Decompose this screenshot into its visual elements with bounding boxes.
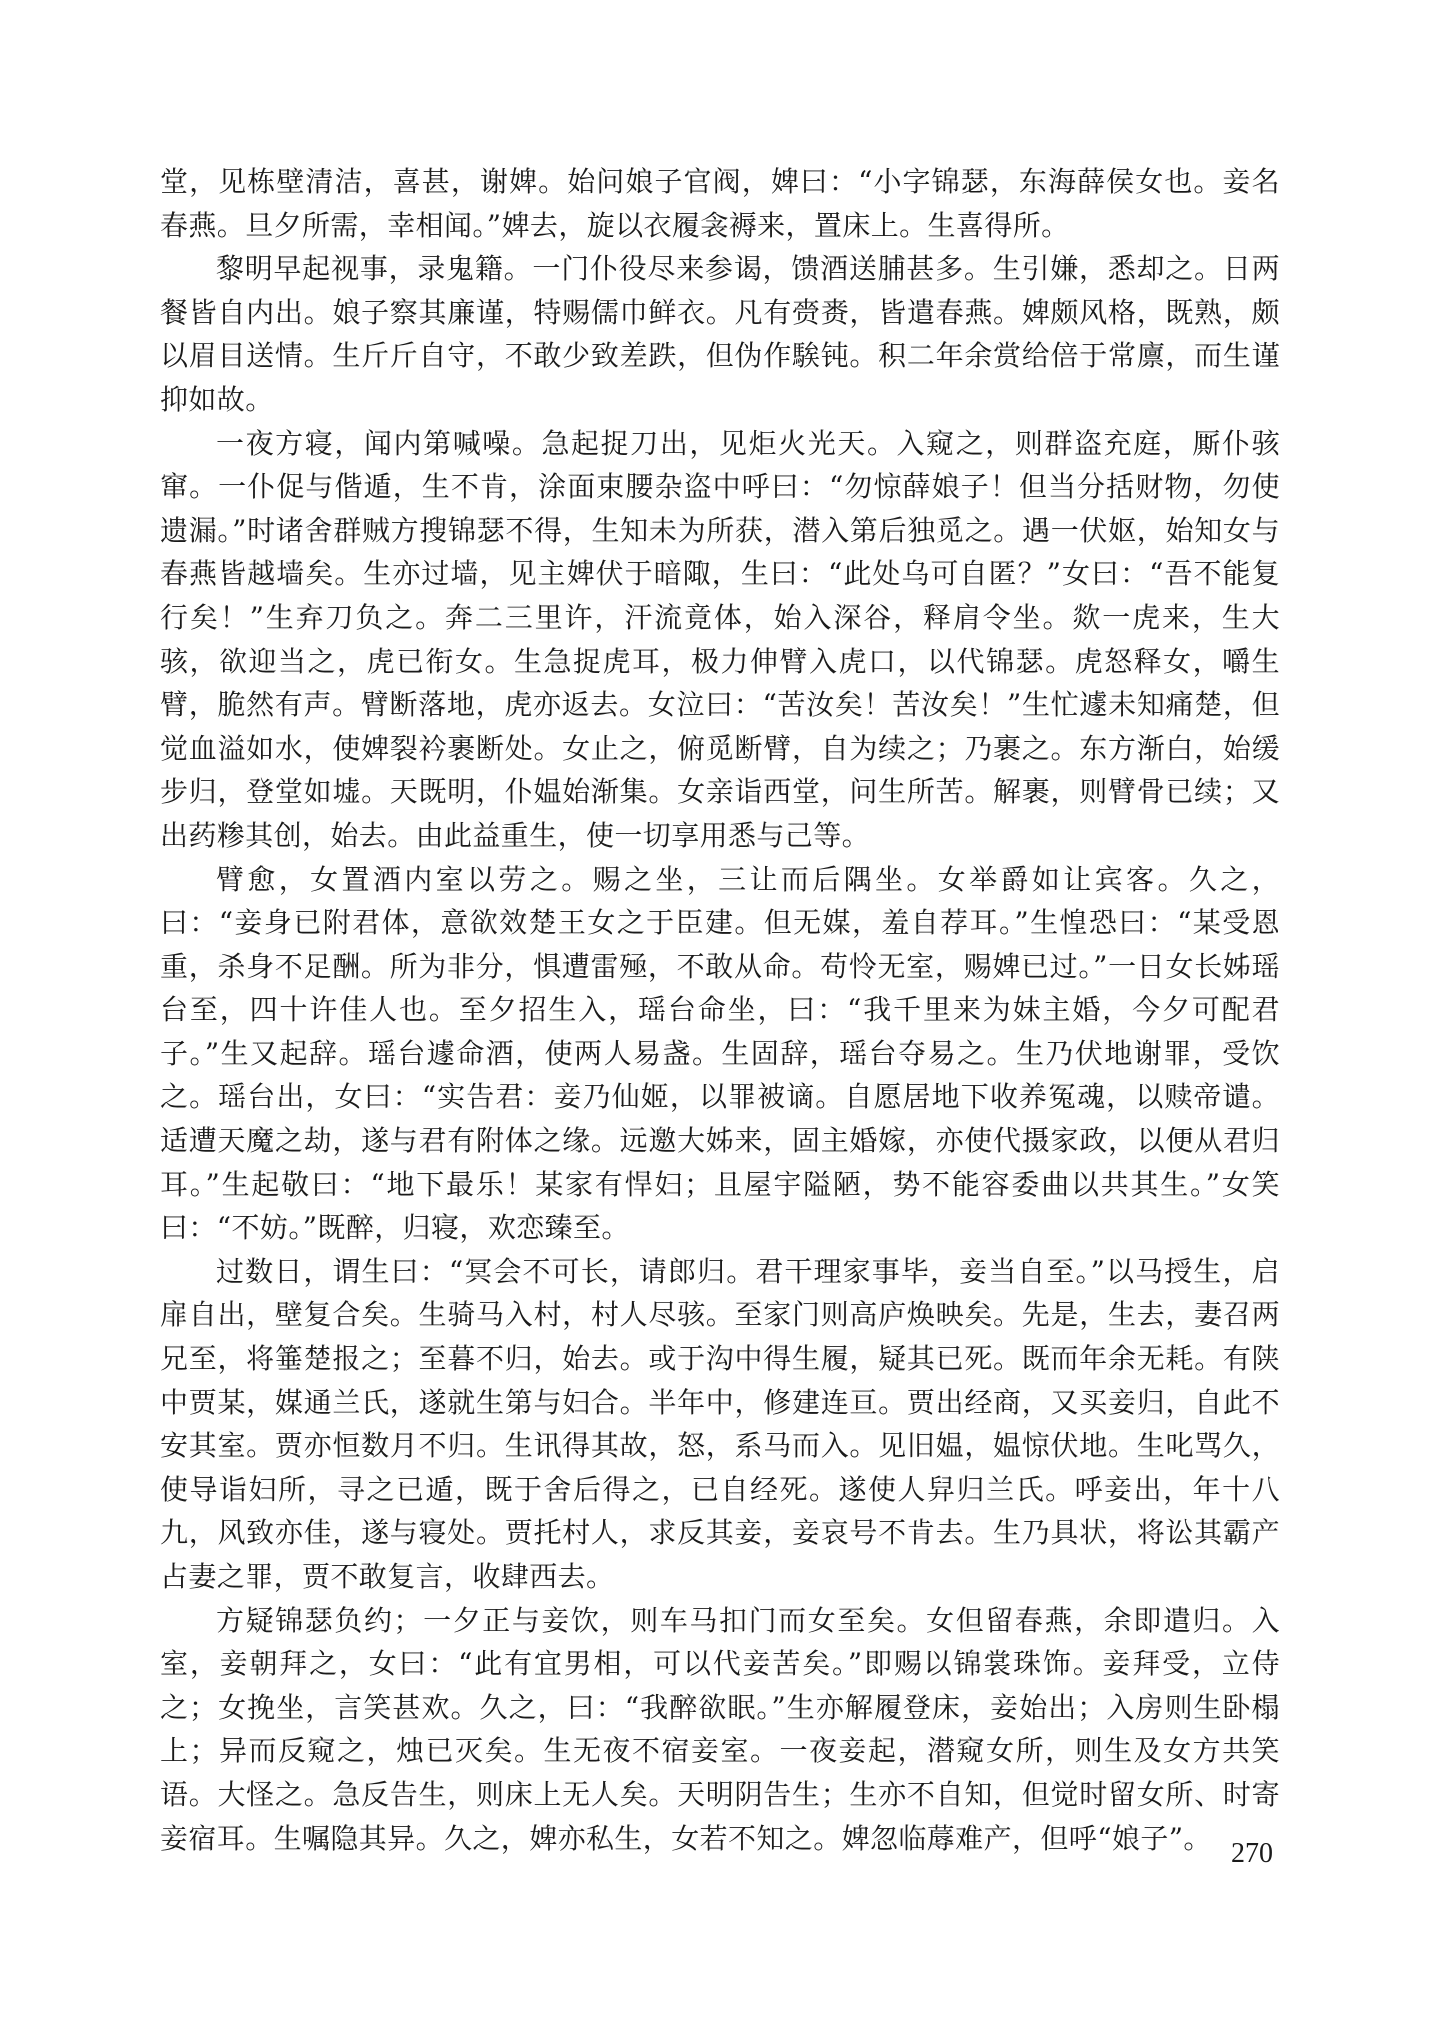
paragraph-marriage: 臂愈，女置酒内室以劳之。赐之坐，三让而后隅坐。女举爵如让宾客。久之，曰：“妾身已附君体，意欲效楚王女之于臣建。但无媒，羞自荐耳。”生惶恐曰：“某受恩重，杀身不足酬。所为非分，惧遭雷殛，不敢从命。苟怜无室，赐婢已过。”一日女长姊瑶台至，四十许佳人也。至夕招生入，瑶台命坐，曰：“我千里来为妹主婚，今夕可配君子。”生又起辞。瑶台遽命酒，使两人易盏。生固辞，瑶台夺易之。生乃伏地谢罪，受饮之。瑶台出，女曰：“实告君：妾乃仙姬，以罪被谪。自愿居地下收养冤魂，以赎帝谴。适遭天魔之劫，遂与君有附体之缘。远邀大姊来，固主婚嫁，亦使代摄家政，以便从君归耳。”生起敬曰：“地下最乐！某家有悍妇；且屋宇隘陋，势不能容委曲以共其生。”女笑曰：“不妨。”既醉，归寝，欢恋臻至。 bbox=[160, 862, 1280, 1245]
page-number: 270 bbox=[1231, 1838, 1273, 1869]
paragraph-continued: 堂，见栋壁清洁，喜甚，谢婢。始问娘子官阀，婢曰：“小字锦瑟，东海薛侯女也。妾名春燕。旦夕所需，幸相闻。”婢去，旋以衣履衾褥来，置床上。生喜得所。 bbox=[160, 165, 1280, 242]
body-text bbox=[160, 160, 1280, 1860]
paragraph-jinse-arrives: 方疑锦瑟负约；一夕正与妾饮，则车马扣门而女至矣。女但留春燕，余即遣归。入室，妾朝拜之，女曰：“此有宜男相，可以代妾苦矣。”即赐以锦裳珠饰。妾拜受，立侍之；女挽坐，言笑甚欢。久之，曰：“我醉欲眠。”生亦解履登床，妾始出；入房则生卧榻上；异而反窥之，烛已灭矣。生无夜不宿妾室。一夜妾起，潜窥女所，则生及女方共笑语。大怪之。急反告生，则床上无人矣。天明阴告生；生亦不自知，但觉时留女所、时寄妾宿耳。生嘱隐其异。久之，婢亦私生，女若不知之。婢忽临蓐难产，但呼“娘子”。 bbox=[160, 1603, 1280, 1855]
paragraph-bandit-night: 一夜方寝，闻内第喊噪。急起捉刀出，见炬火光天。入窥之，则群盗充庭，厮仆骇窜。一仆促与偕遁，生不肯，涂面束腰杂盗中呼曰：“勿惊薛娘子！但当分括财物，勿使遗漏。”时诸舍群贼方搜锦瑟不得，生知未为所获，潜入第后独觅之。遇一伏妪，始知女与春燕皆越墙矣。生亦过墙，见主婢伏于暗陬，生曰：“此处乌可自匿？”女曰：“吾不能复行矣！”生弃刀负之。奔二三里许，汗流竟体，始入深谷，释肩令坐。欻一虎来，生大骇，欲迎当之，虎已衔女。生急捉虎耳，极力伸臂入虎口，以代锦瑟。虎怒释女，嚼生臂，脆然有声。臂断落地，虎亦返去。女泣曰：“苦汝矣！苦汝矣！”生忙遽未知痛楚，但觉血溢如水，使婢裂衿裹断处。女止之，俯觅断臂，自为续之；乃裹之。东方渐白，始缓步归，登堂如墟。天既明，仆媪始渐集。女亲诣西堂，问生所苦。解裹，则臂骨已续；又出药糁其创，始去。由此益重生，使一切享用悉与己等。 bbox=[160, 426, 1280, 852]
paragraph-return-home: 过数日，谓生曰：“冥会不可长，请郎归。君干理家事毕，妾当自至。”以马授生，启扉自出，壁复合矣。生骑马入村，村人尽骇。至家门则高庐焕映矣。先是，生去，妻召两兄至，将箠楚报之；至暮不归，始去。或于沟中得生履，疑其已死。既而年余无耗。有陕中贾某，媒通兰氏，遂就生第与妇合。半年中，修建连亘。贾出经商，又买妾归，自此不安其室。贾亦恒数月不归。生讯得其故，怒，系马而入。见旧媪，媪惊伏地。生叱骂久，使导诣妇所，寻之已遁，既于舍后得之，已自经死。遂使人舁归兰氏。呼妾出，年十八九，风致亦佳，遂与寝处。贾托村人，求反其妾，妾哀号不肯去。生乃具状，将讼其霸产占妻之罪，贾不敢复言，收肆西去。 bbox=[160, 1254, 1280, 1593]
paragraph-dawn-duties: 黎明早起视事，录鬼籍。一门仆役尽来参谒，馈酒送脯甚多。生引嫌，悉却之。日两餐皆自内出。娘子察其廉谨，特赐儒巾鲜衣。凡有赍赉，皆遣春燕。婢颇风格，既熟，颇以眉目送情。生斤斤自守，不敢少致差跌，但伪作騃钝。积二年余赏给倍于常廪，而生谨抑如故。 bbox=[160, 252, 1280, 416]
